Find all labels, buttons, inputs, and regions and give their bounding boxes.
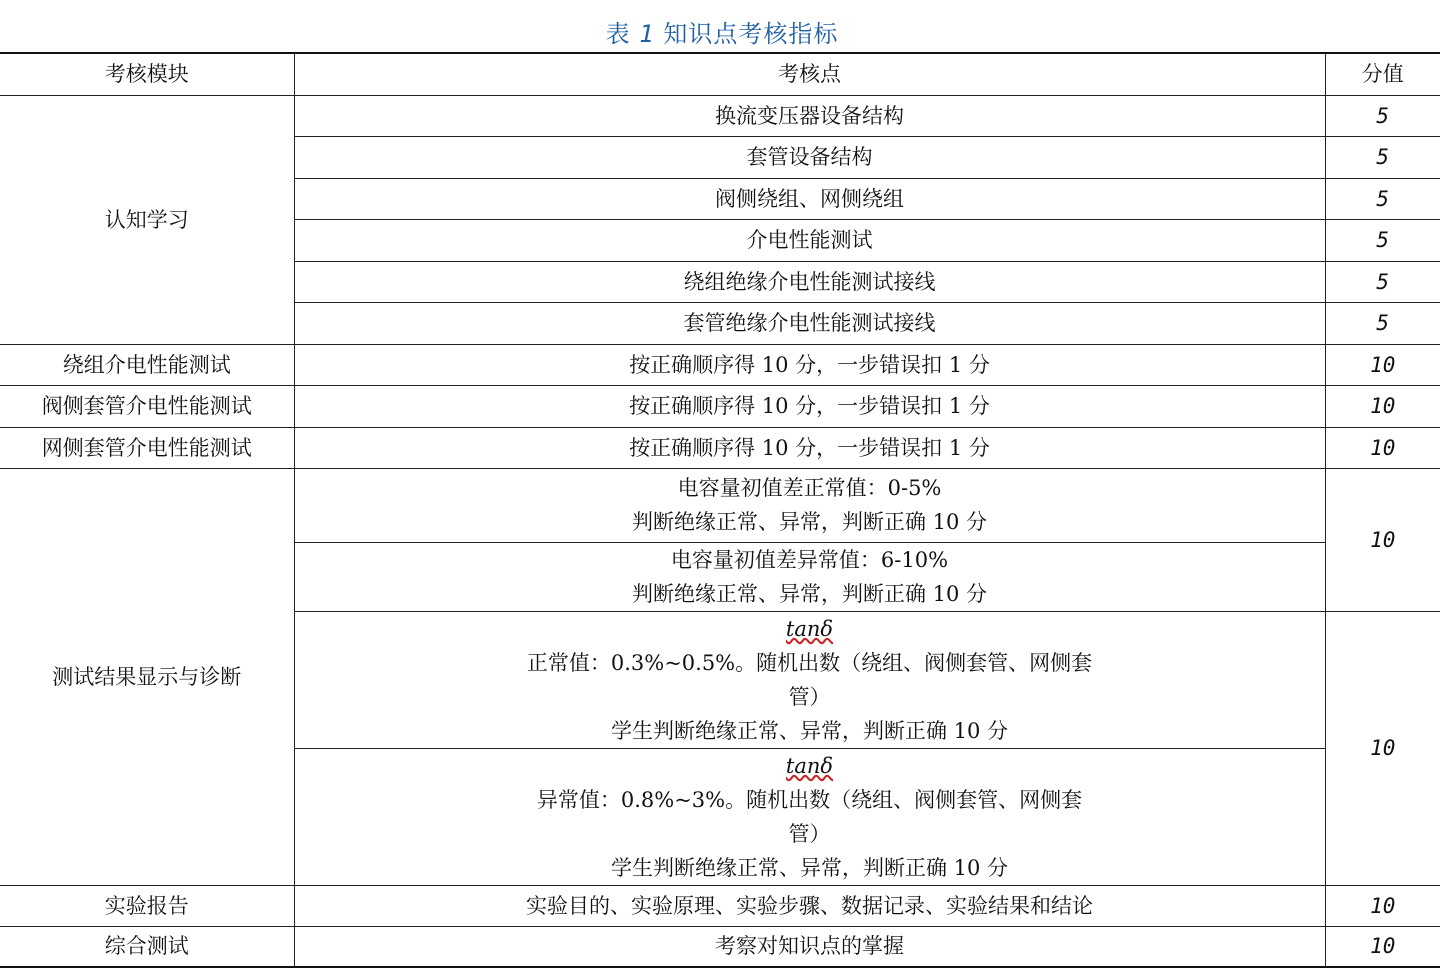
table-row xyxy=(0,95,1440,136)
point-cell: 套管设备结构 xyxy=(294,136,1325,178)
score-cell: 5 xyxy=(1325,219,1440,261)
score-cell: 10 xyxy=(1325,611,1440,885)
module-cell: 绕组介电性能测试 xyxy=(0,344,294,385)
point-cell: 介电性能测试 xyxy=(294,219,1325,261)
table-row xyxy=(0,468,1440,542)
score-cell: 5 xyxy=(1325,261,1440,302)
header-row xyxy=(0,53,1440,95)
table-row xyxy=(0,885,1440,926)
caption-prefix: 表 xyxy=(605,20,631,48)
point-cell: 实验目的、实验原理、实验步骤、数据记录、实验结果和结论 xyxy=(294,885,1325,926)
text-line: 电容量初值差异常值：6-10% xyxy=(670,547,949,572)
text-line xyxy=(295,749,1325,817)
score-cell: 5 xyxy=(1325,178,1440,219)
table-row xyxy=(0,385,1440,427)
tan-delta-symbol: tanδ xyxy=(785,616,834,641)
table-row xyxy=(0,926,1440,967)
point-cell-cap-normal xyxy=(294,468,1325,542)
score-cell: 10 xyxy=(1325,344,1440,385)
text-fragment: 正常值：0.3%~0.5%。随机出数（绕组、阀侧套管、网侧套 xyxy=(526,650,1093,675)
module-cell: 网侧套管介电性能测试 xyxy=(0,427,294,468)
table-row xyxy=(0,427,1440,468)
score-cell: 5 xyxy=(1325,136,1440,178)
score-cell: 10 xyxy=(1325,468,1440,611)
score-cell: 10 xyxy=(1325,427,1440,468)
point-cell: 按正确顺序得 10 分，一步错误扣 1 分 xyxy=(294,344,1325,385)
point-cell: 套管绝缘介电性能测试接线 xyxy=(294,302,1325,344)
point-cell: 按正确顺序得 10 分，一步错误扣 1 分 xyxy=(294,427,1325,468)
caption-title: 知识点考核指标 xyxy=(663,20,839,48)
table-row xyxy=(0,344,1440,385)
text-line: 学生判断绝缘正常、异常，判断正确 10 分 xyxy=(610,718,1009,743)
score-cell: 5 xyxy=(1325,302,1440,344)
header-module: 考核模块 xyxy=(0,53,294,95)
text-line: 管） xyxy=(788,684,831,709)
module-cognitive: 认知学习 xyxy=(0,95,294,344)
table-caption xyxy=(0,14,1444,49)
point-cell: 阀侧绕组、网侧绕组 xyxy=(294,178,1325,219)
score-cell: 10 xyxy=(1325,926,1440,967)
score-cell: 10 xyxy=(1325,885,1440,926)
point-cell-cap-abnormal xyxy=(294,542,1325,611)
caption-number: 1 xyxy=(639,20,655,48)
assessment-table xyxy=(0,52,1440,968)
header-point: 考核点 xyxy=(294,53,1325,95)
header-score: 分值 xyxy=(1325,53,1440,95)
score-cell: 5 xyxy=(1325,95,1440,136)
module-report: 实验报告 xyxy=(0,885,294,926)
text-line: 管） xyxy=(788,821,831,846)
text-line: 判断绝缘正常、异常，判断正确 10 分 xyxy=(631,510,988,534)
point-cell: 考察对知识点的掌握 xyxy=(294,926,1325,967)
point-cell: 换流变压器设备结构 xyxy=(294,95,1325,136)
text-line: 电容量初值差正常值：0-5% xyxy=(677,476,942,500)
score-cell: 10 xyxy=(1325,385,1440,427)
text-line: 学生判断绝缘正常、异常，判断正确 10 分 xyxy=(610,855,1009,880)
text-line xyxy=(295,612,1325,680)
module-cell: 阀侧套管介电性能测试 xyxy=(0,385,294,427)
text-fragment: 异常值：0.8%~3%。随机出数（绕组、阀侧套管、网侧套 xyxy=(536,787,1083,812)
point-cell-tan-abnormal xyxy=(294,748,1325,885)
module-diagnosis: 测试结果显示与诊断 xyxy=(0,468,294,885)
point-cell: 绕组绝缘介电性能测试接线 xyxy=(294,261,1325,302)
point-cell: 按正确顺序得 10 分，一步错误扣 1 分 xyxy=(294,385,1325,427)
point-cell-tan-normal xyxy=(294,611,1325,748)
text-line: 判断绝缘正常、异常，判断正确 10 分 xyxy=(631,581,988,606)
tan-delta-symbol: tanδ xyxy=(785,753,834,778)
module-comprehensive: 综合测试 xyxy=(0,926,294,967)
